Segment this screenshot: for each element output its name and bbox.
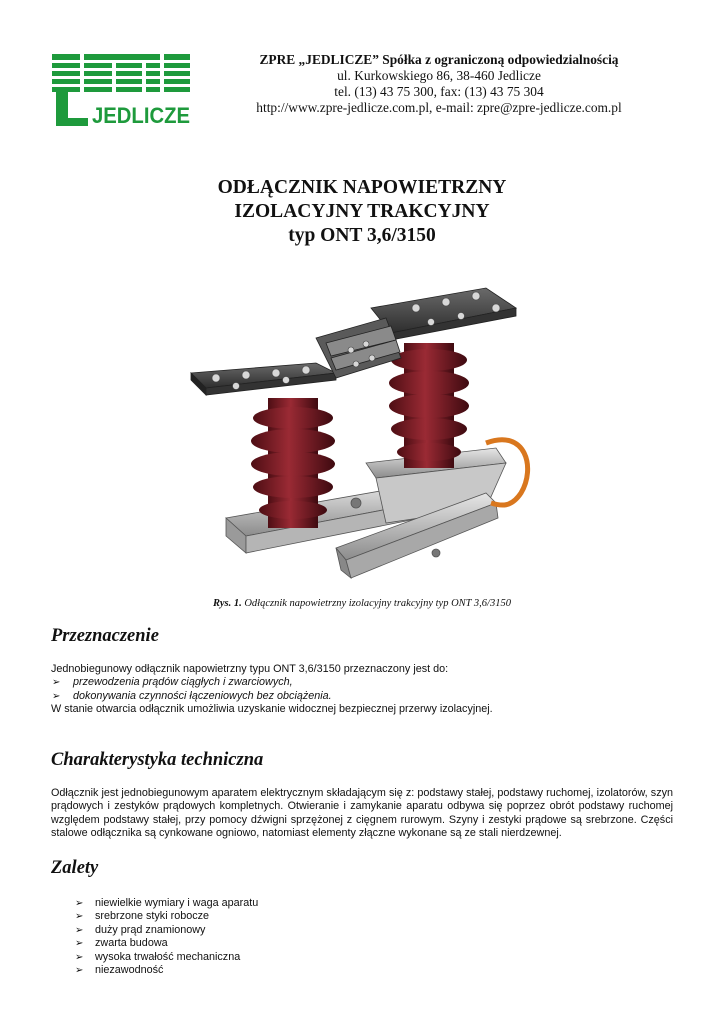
disconnector-illustration	[186, 278, 546, 583]
title-line-2: IZOLACYJNY TRAKCYJNY	[234, 201, 490, 222]
caption-text: Odłącznik napowietrzny izolacyjny trakcyjny typ ONT 3,6/3150	[244, 598, 511, 609]
section-heading-purpose: Przeznaczenie	[51, 626, 159, 646]
left-insulator	[251, 398, 335, 528]
arrow-bullet-icon: ➢	[52, 677, 61, 689]
company-phone: tel. (13) 43 75 300, fax: (13) 43 75 304	[334, 84, 544, 99]
list-item: ➢ dokonywania czynności łączeniowych bez obciążenia.	[52, 689, 332, 702]
title-line-3: typ ONT 3,6/3150	[288, 225, 436, 246]
company-logo	[52, 54, 192, 126]
company-info	[232, 52, 646, 116]
purpose-outro: W stanie otwarcia odłącznik umożliwia uzyskanie widocznej bezpiecznej przerwy izolacyjnej.	[51, 702, 493, 715]
list-item: ➢ przewodzenia prądów ciągłych i zwarciowych,	[52, 676, 293, 689]
arrow-bullet-icon: ➢	[75, 951, 84, 963]
arrow-bullet-icon: ➢	[52, 690, 61, 702]
list-item: ➢ zwarta budowa	[75, 937, 168, 950]
list-item: ➢ niezawodność	[75, 964, 164, 977]
section-body-tech: Odłącznik jest jednobiegunowym aparatem elektrycznym składającym się z: podstawy stałej, podstawy ruchomej, izolatorów, szyn prądowych i zestyków prądowych kompletnych. Otwieranie i zamykanie aparatu odbywa się poprzez obrót podstawy ruchomej względem podstawy stałej, przy pomocy dźwigni sprzężonej z cięgnem rurowym. Szyny i zestyki prądowe są srebrzone. Części stalowe odłącznika są cynkowane ogniowo, natomiast elementy złączne wykonane są ze stali nierdzewnej.	[51, 787, 673, 839]
purpose-intro: Jednobiegunowy odłącznik napowietrzny typu ONT 3,6/3150 przeznaczony jest do:	[51, 663, 449, 675]
arrow-bullet-icon: ➢	[75, 965, 84, 977]
list-item: ➢ niewielkie wymiary i waga aparatu	[75, 897, 259, 909]
section-heading-tech: Charakterystyka techniczna	[51, 750, 264, 770]
right-insulator	[389, 343, 469, 468]
company-address: ul. Kurkowskiego 86, 38-460 Jedlicze	[337, 68, 541, 83]
list-item: ➢ duży prąd znamionowy	[75, 923, 206, 936]
figure-caption	[0, 598, 724, 609]
list-item: ➢ srebrzone styki robocze	[75, 910, 210, 923]
arrow-bullet-icon: ➢	[75, 924, 84, 936]
section-body-purpose	[51, 663, 673, 716]
product-title	[0, 176, 724, 248]
list-item: ➢ wysoka trwałość mechaniczna	[75, 950, 241, 963]
arrow-bullet-icon: ➢	[75, 938, 84, 950]
caption-label: Rys. 1.	[213, 598, 242, 609]
arrow-bullet-icon: ➢	[75, 898, 84, 909]
arrow-bullet-icon: ➢	[75, 911, 84, 923]
title-line-1: ODŁĄCZNIK NAPOWIETRZNY	[217, 177, 507, 198]
logo-text: JEDLICZE	[92, 103, 190, 126]
advantages-list	[74, 897, 474, 977]
section-heading-advantages: Zalety	[51, 858, 99, 878]
busbars	[191, 288, 516, 395]
company-web: http://www.zpre-jedlicze.com.pl, e-mail: zpre@zpre-jedlicze.com.pl	[256, 100, 622, 115]
company-name: ZPRE „JEDLICZE” Spółka z ograniczoną odpowiedzialnością	[259, 52, 619, 67]
